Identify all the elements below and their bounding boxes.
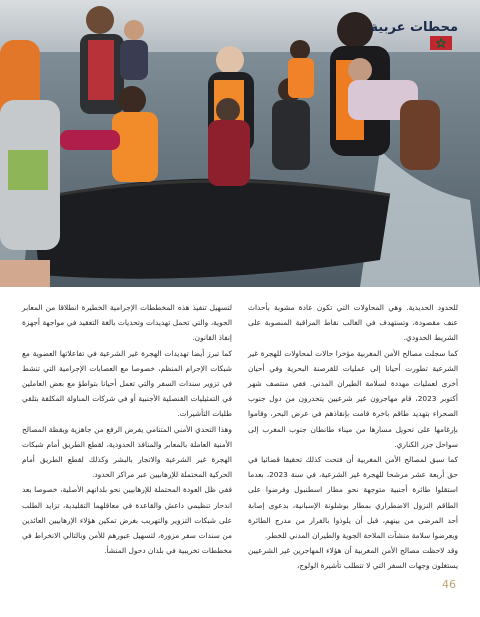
migrant-boat-photo <box>0 0 480 287</box>
paragraph: للحدود الحديدية. وهي المحاولات التي تكون عادة مشوبة بأحداث عنف مقصودة، وتستهدف في الغالب نقاط المراقبة المنصوبة على الشريط الحدودي. <box>248 303 458 343</box>
paragraph: كما سبق لمصالح الأمن المغربية أن فتحت كذلك تحقيقا قضائيا في حق أربعة عشر مرشحا للهجرة غير الشرعية، في سنة 2023، بعدما استقلوا طائرة أجنبية متوجهة نحو مطار اسطنبول وفرضوا على الطاقم النزول الاضطراري بمطار بوشلونة الإسبانية، بدعوى إصابة أحد المرضى من بينهم، قبل أن يلوذوا بالفرار من مدرج الطائرة ويعرضوا سلامة منشآت الملاحة الجوية والطيران المدني للخطر. <box>248 455 458 541</box>
page-number: 46 <box>442 578 456 591</box>
paragraph: كما سجلت مصالح الأمن المغربية مؤخرا حالات لمحاولات للهجرة غير الشرعية تطورت أحيانا إلى عمليات للقرصنة البحرية وفي أحيان أخرى لعمليات مهددة لسلامة الطيران المدني. ففي منتصف شهر أكتوبر 2023، قام مهاجرون غير شرعيين يتحدرون من دول جنوب الصحراء بتهديد طاقم باخرة قامت بإنقاذهم في عرض البحر، وقاموا بإرغامها على تحويل مسارها من ميناء طانطان جنوب المغرب إلى سواحل جزر الكناري. <box>248 348 458 449</box>
section-title: محطات عربية <box>370 20 458 35</box>
article-left-column <box>22 300 232 560</box>
paragraph: كما تبرز أيضا تهديدات الهجرة غير الشرعية في تفاعلاتها العضوية مع شبكات الإجرام المنظم، خصوصا مع العصابات الإجرامية التي تنشط في تزوير سندات السفر والتي تعمل أحيانا بتواطؤ مع بعض العاملين في التمثيليات القنصلية الأجنبية أو في شركات المناولة المكلفة بتلقي طلبات التأشيرات. <box>22 348 232 419</box>
article-right-column <box>248 300 458 571</box>
article-body <box>22 300 458 571</box>
paragraph: وهذا التحدي الأمني المتنامي يفرض الرفع من جاهزية ويقظة المصالح الأمنية العاملة بالمعابر والمنافذ الحدودية، لقطع الطريق أمام شبكات الهجرة غير الشرعية والاتجار بالبشر وكذلك لقطع الطريق أمام الحركية المحتملة للإرهابيين عبر مراكز الحدود. <box>22 424 232 480</box>
paragraph: ففي ظل العودة المحتملة للإرهابيين نحو بلدانهم الأصلية، خصوصا بعد اندحار تنظيمي داعش والقاعدة في معاقلهما التقليدية، تزايد الطلب على شبكات التزوير والتهريب بغرض تمكين هؤلاء الإرهابيين العائدين من سندات سفر مزورة، لتسهيل عبورهم للأمن وبالتالي الانخراط في مخططات تخريبية في بلدان دحول المنشأ. <box>22 485 232 556</box>
paragraph: لتسهيل تنفيذ هذه المخططات الإجرامية الخطيرة انطلاقا من المعابر الجوية، والتي تحمل تهديدات وتحديات بالغة التعقيد في مواجهة أجهزة إنفاذ القانون. <box>22 303 232 343</box>
morocco-flag-icon <box>430 36 452 50</box>
paragraph: وقد لاحظت مصالح الأمن المغربية أن هؤلاء المهاجرين غير الشرعيين يستغلون وجهات السفر التي لا تتطلب تأشيرة الولوج، <box>248 546 458 571</box>
